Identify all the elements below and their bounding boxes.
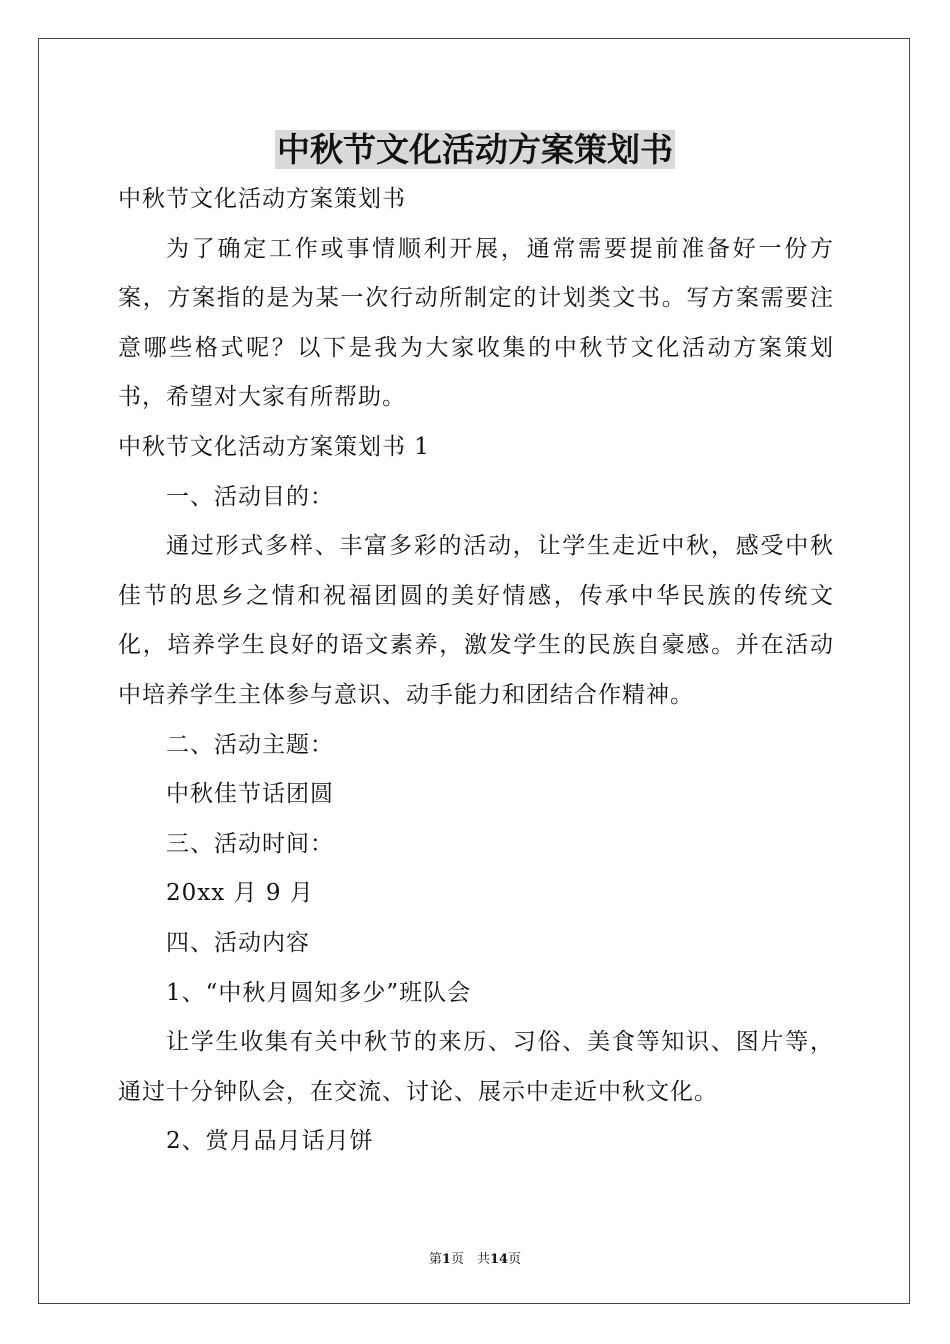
paragraph: 为了确定工作或事情顺利开展，通常需要提前准备好一份方案，方案指的是为某一次行动所制定的计划类文书。写方案需要注意哪些格式呢？以下是我为大家收集的中秋节文化活动方案策划书，希望对大家有所帮助。 (118, 235, 834, 411)
paragraph: 通过形式多样、丰富多彩的活动，让学生走近中秋，感受中秋佳节的思乡之情和祝福团圆的美好情感，传承中华民族的传统文化，培养学生良好的语文素养，激发学生的民族自豪感。并在活动中培养学生主体参与意识、动手能力和团结合作精神。 (118, 533, 834, 708)
paragraph: 中秋节文化活动方案策划书 1 (118, 433, 430, 460)
footer-page-suffix: 页 (508, 1252, 522, 1267)
document-body (118, 175, 834, 1167)
footer-page-mid: 页 共 (450, 1252, 490, 1267)
paragraph: 中秋佳节话团圆 (166, 781, 334, 808)
document-title (0, 128, 950, 172)
paragraph: 二、活动主题： (166, 731, 334, 758)
paragraph: 20xx 月 9 月 (166, 880, 314, 907)
paragraph: 中秋节文化活动方案策划书 (118, 186, 406, 212)
paragraph: 让学生收集有关中秋节的来历、习俗、美食等知识、图片等，通过十分钟队会，在交流、讨论、展示中走近中秋文化。 (118, 1029, 834, 1105)
page-footer (0, 1248, 950, 1267)
footer-page-total: 14 (489, 1252, 509, 1267)
paragraph: 一、活动目的： (166, 483, 334, 510)
document-title-text: 中秋节文化活动方案策划书 (277, 130, 673, 169)
footer-page-prefix: 第 (428, 1252, 442, 1267)
footer-page-current: 1 (441, 1252, 451, 1267)
paragraph: 2、赏月品月话月饼 (166, 1128, 374, 1155)
paragraph: 1、“中秋月圆知多少”班队会 (166, 979, 472, 1006)
paragraph: 三、活动时间： (166, 830, 334, 857)
paragraph: 四、活动内容 (166, 929, 310, 956)
